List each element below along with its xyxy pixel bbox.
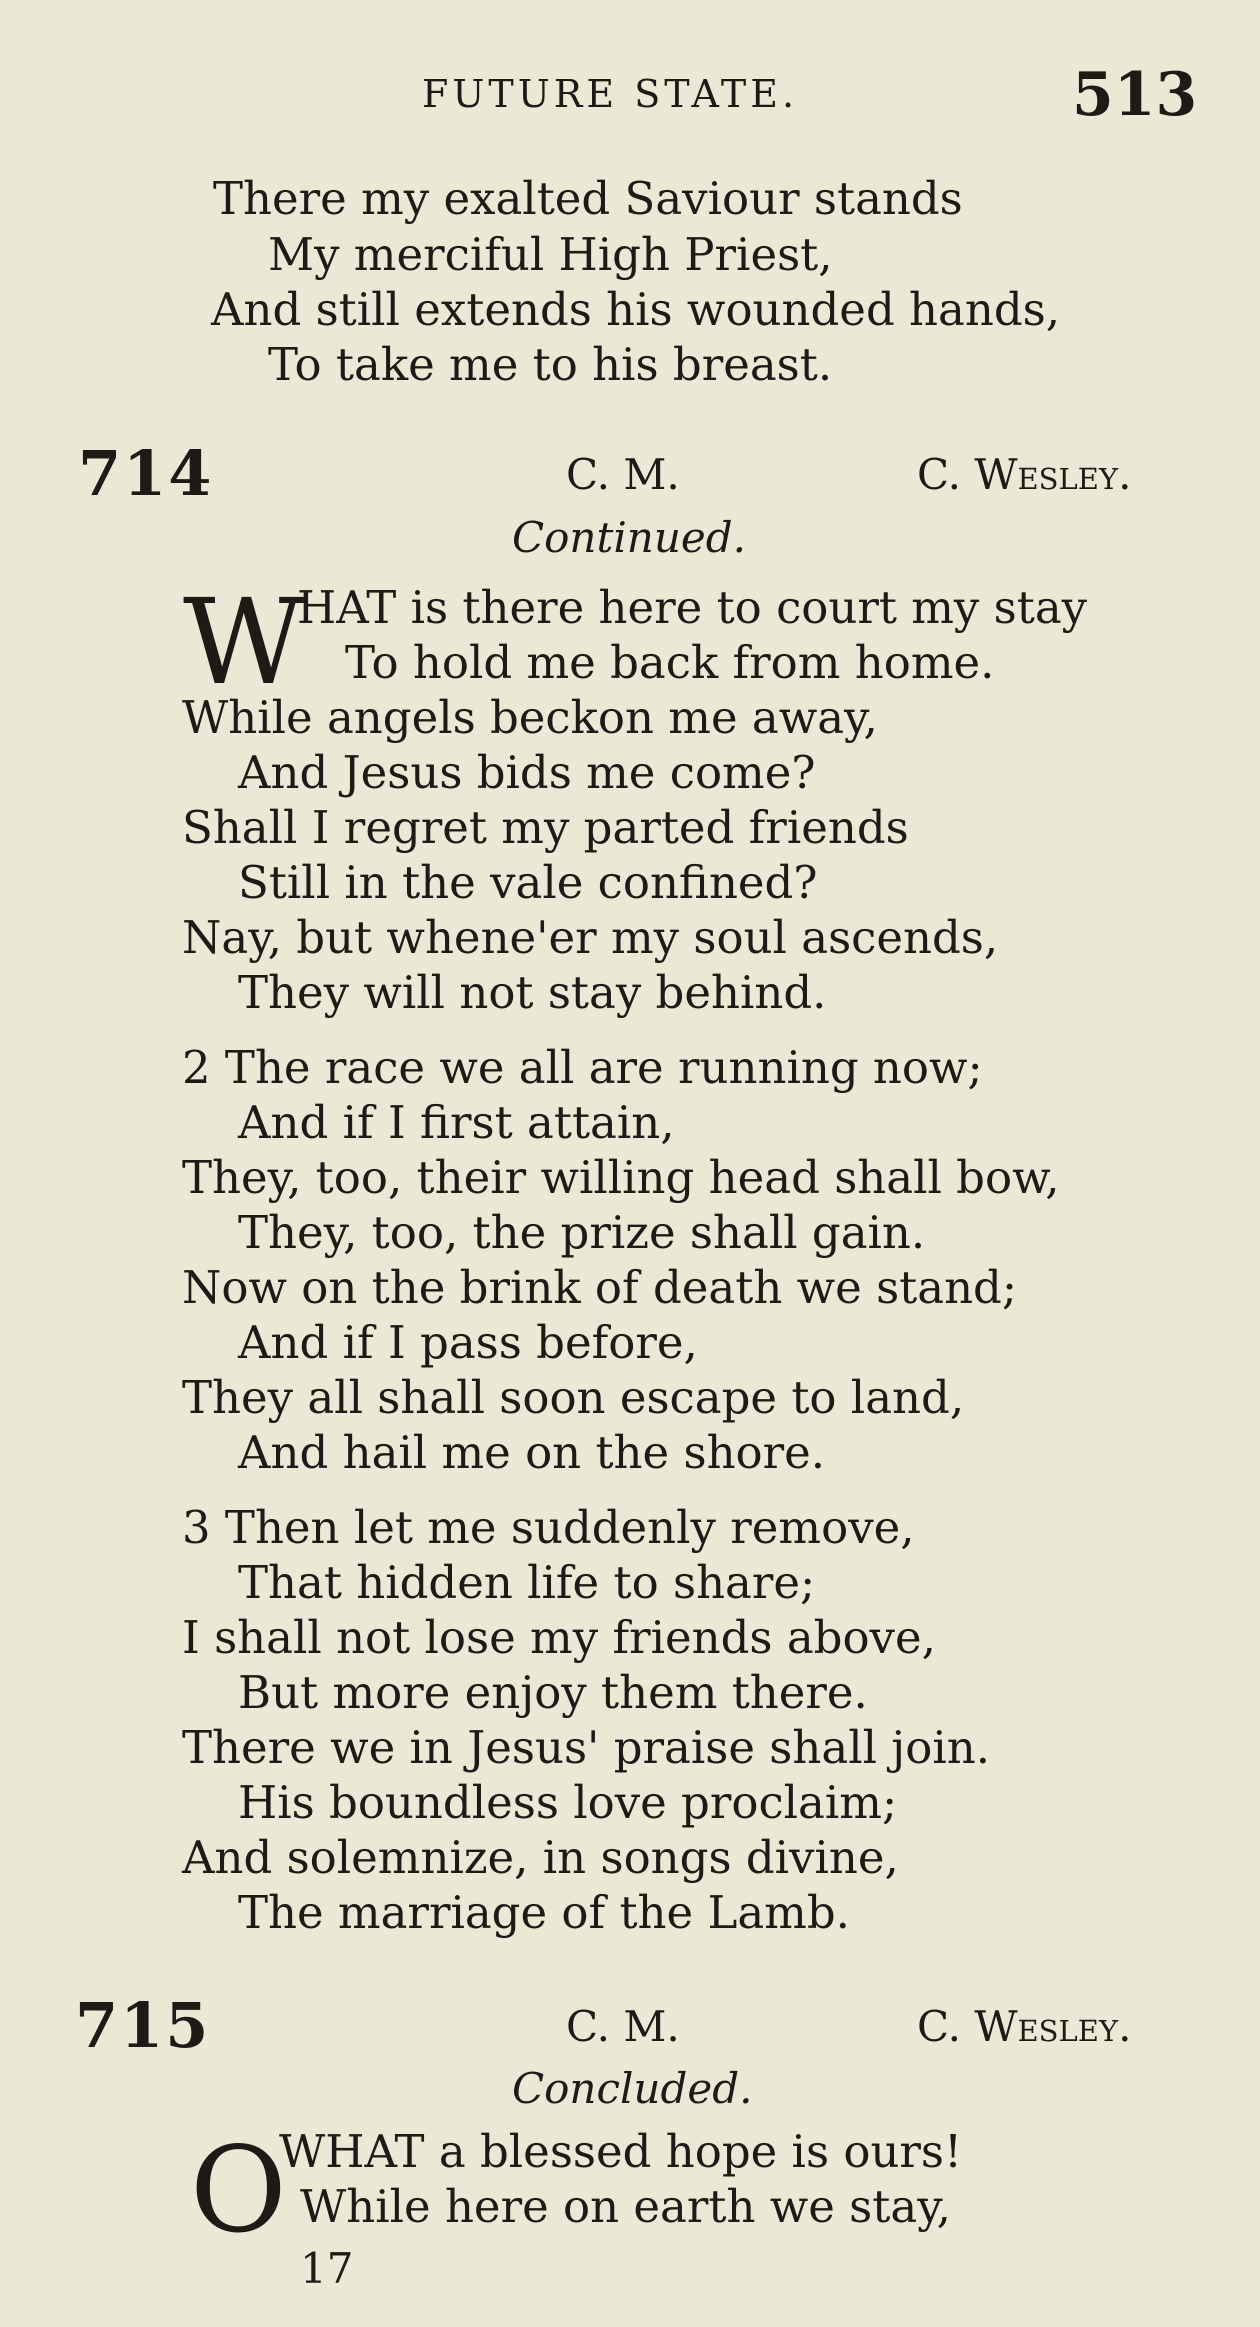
hymn-subtitle: Concluded. <box>512 2064 753 2113</box>
hymn-line: They, too, the prize shall gain. <box>238 1206 926 1259</box>
hymn-line: I shall not lose my friends above, <box>182 1611 936 1664</box>
continued-line: And still extends his wounded hands, <box>211 283 1061 336</box>
hymn-line: They all shall soon escape to land, <box>182 1371 965 1424</box>
continued-line: To take me to his breast. <box>268 338 833 391</box>
hymn-line: 2 The race we all are running now; <box>182 1041 983 1094</box>
hymn-subtitle: Continued. <box>512 513 746 562</box>
first-line: WHAT a blessed hope is ours! <box>279 2125 963 2178</box>
hymn-line: Shall I regret my parted friends <box>182 801 909 854</box>
hymn-line: Still in the vale confined? <box>238 856 818 909</box>
hymn-author: C. Wesley. <box>917 450 1132 499</box>
hymn-line: 3 Then let me suddenly remove, <box>182 1501 915 1554</box>
signature-mark: 17 <box>300 2244 354 2293</box>
hymn-line: And if I pass before, <box>238 1316 698 1369</box>
drop-cap: W <box>183 573 305 711</box>
page-number: 513 <box>1072 60 1198 130</box>
continued-line: My merciful High Priest, <box>268 228 833 281</box>
drop-cap: O <box>190 2121 287 2259</box>
hymn-line: The marriage of the Lamb. <box>238 1886 850 1939</box>
hymn-line: They, too, their willing head shall bow, <box>182 1151 1060 1204</box>
hymn-line: And Jesus bids me come? <box>238 746 816 799</box>
hymn-meter: C. M. <box>566 450 680 499</box>
hymn-number: 714 <box>78 437 214 510</box>
hymn-line: While angels beckon me away, <box>182 691 878 744</box>
first-line: HAT is there here to court my stay <box>297 581 1088 634</box>
hymn-line: His boundless love proclaim; <box>238 1776 898 1829</box>
hymn-line: They will not stay behind. <box>238 966 827 1019</box>
hymn-line: Nay, but whene'er my soul ascends, <box>182 911 999 964</box>
hymn-line: While here on earth we stay, <box>300 2180 951 2233</box>
continued-line: There my exalted Saviour stands <box>213 172 963 225</box>
hymn-meter: C. M. <box>566 2002 680 2051</box>
hymn-number: 715 <box>75 1989 211 2062</box>
hymn-line: There we in Jesus' praise shall join. <box>182 1721 991 1774</box>
hymn-author: C. Wesley. <box>917 2002 1132 2051</box>
hymn-line: That hidden life to share; <box>238 1556 816 1609</box>
hymn-line: Now on the brink of death we stand; <box>182 1261 1018 1314</box>
hymn-line: And solemnize, in songs divine, <box>182 1831 899 1884</box>
hymn-line: But more enjoy them there. <box>238 1666 868 1719</box>
hymn-line: To hold me back from home. <box>345 636 995 689</box>
running-head: FUTURE STATE. <box>422 72 799 116</box>
hymn-line: And hail me on the shore. <box>238 1426 826 1479</box>
hymn-line: And if I first attain, <box>238 1096 675 1149</box>
